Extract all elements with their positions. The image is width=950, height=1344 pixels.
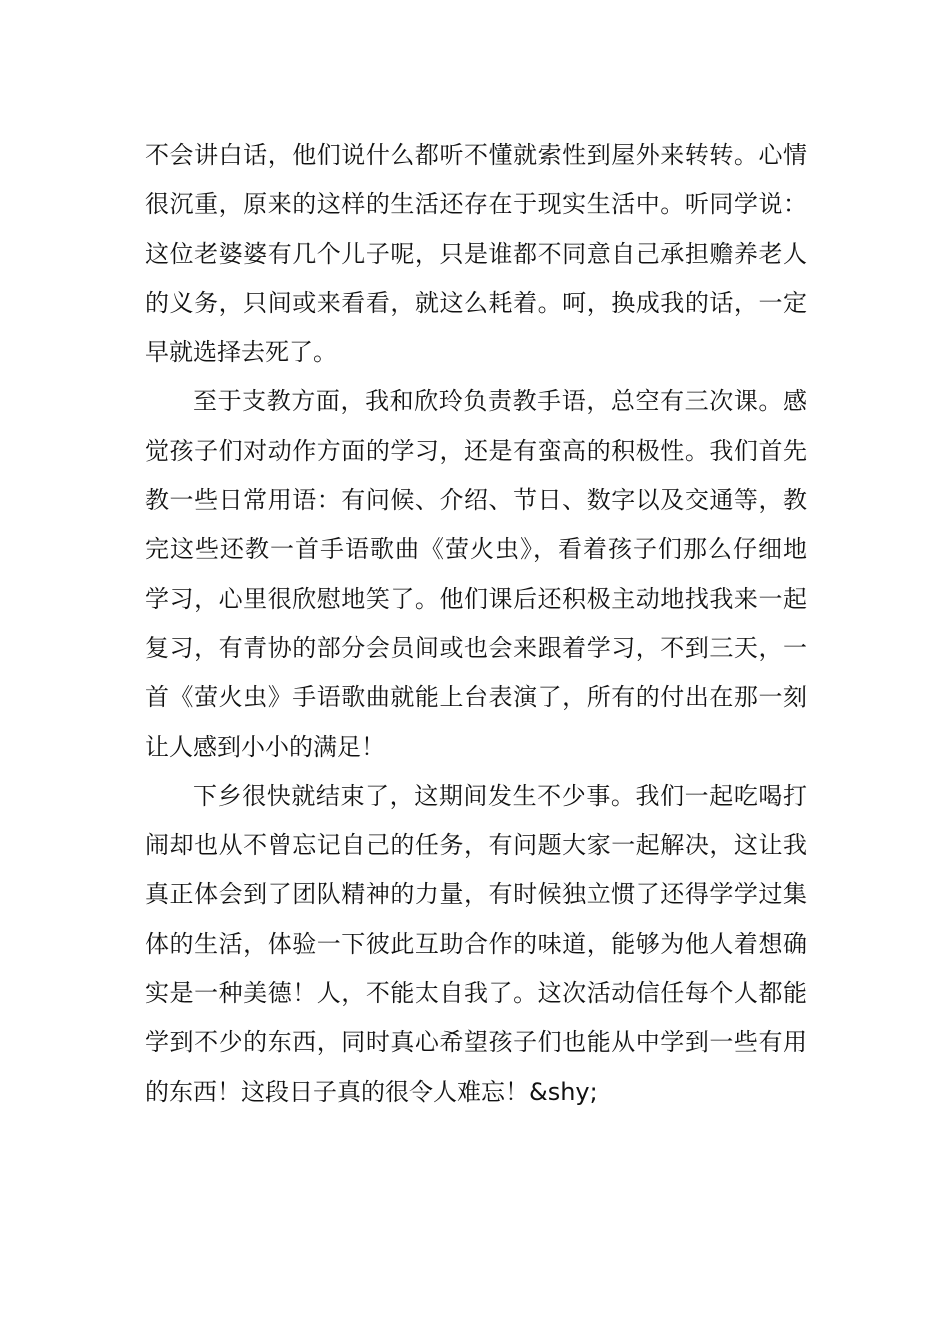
- text-line: 体的生活，体验一下彼此互助合作的味道，能够为他人着想确: [145, 929, 807, 958]
- text-line: 下乡很快就结束了，这期间发生不少事。我们一起吃喝打: [193, 781, 807, 810]
- text-line: 觉孩子们对动作方面的学习，还是有蛮高的积极性。我们首先: [145, 436, 807, 465]
- paragraph-1: [145, 131, 807, 377]
- text-line: 很沉重，原来的这样的生活还存在于现实生活中。听同学说：: [145, 190, 807, 219]
- text-line: 早就选择去死了。: [145, 338, 337, 367]
- text-line: 实是一种美德！人，不能太自我了。这次活动信任每个人都能: [145, 979, 807, 1008]
- text-line: 首《萤火虫》手语歌曲就能上台表演了，所有的付出在那一刻: [145, 683, 807, 712]
- text-line: 复习，有青协的部分会员间或也会来跟着学习，不到三天，一: [145, 633, 807, 662]
- text-line: 的东西！这段日子真的很令人难忘！&shy;: [145, 1077, 598, 1106]
- text-line: 真正体会到了团队精神的力量，有时候独立惯了还得学学过集: [145, 880, 807, 909]
- paragraph-3: [145, 772, 807, 1117]
- text-line: 不会讲白话，他们说什么都听不懂就索性到屋外来转转。心情: [145, 141, 807, 169]
- body-text: [145, 131, 807, 1117]
- text-line: 学到不少的东西，同时真心希望孩子们也能从中学到一些有用: [145, 1028, 807, 1057]
- text-line: 闹却也从不曾忘记自己的任务，有问题大家一起解决，这让我: [145, 831, 807, 860]
- text-line: 让人感到小小的满足！: [145, 732, 385, 761]
- text-line: 的义务，只间或来看看，就这么耗着。呵，换成我的话，一定: [145, 288, 807, 317]
- paragraph-2: [145, 377, 807, 771]
- text-line: 完这些还教一首手语歌曲《萤火虫》，看着孩子们那么仔细地: [145, 535, 807, 564]
- text-line: 这位老婆婆有几个儿子呢，只是谁都不同意自己承担赡养老人: [145, 239, 807, 268]
- text-line: 学习，心里很欣慰地笑了。他们课后还积极主动地找我来一起: [145, 584, 807, 613]
- text-line: 教一些日常用语：有问候、介绍、节日、数字以及交通等，教: [145, 486, 807, 515]
- text-line: 至于支教方面，我和欣玲负责教手语，总空有三次课。感: [193, 387, 807, 416]
